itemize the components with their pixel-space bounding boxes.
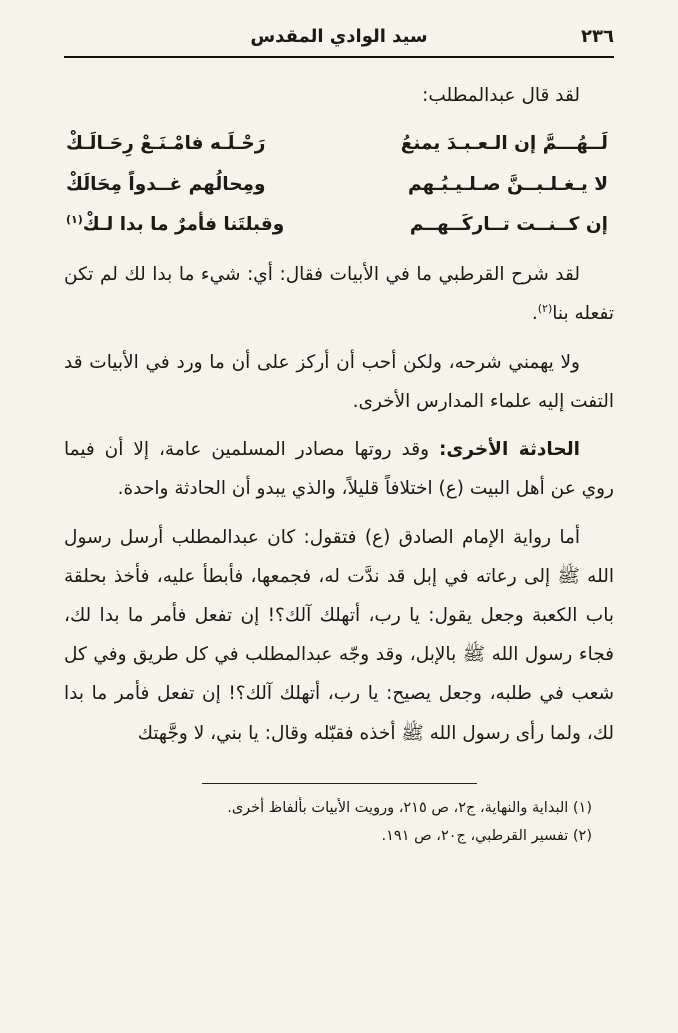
paragraph-lead: الحادثة الأخرى: [438,439,580,461]
paragraph-tail: . [531,303,538,325]
intro-line: لقد قال عبدالمطلب: [422,85,580,106]
poem-verse-2 [66,165,608,205]
footnote-marker-1: (١) [66,212,83,226]
footnotes-section [64,783,614,851]
footnote-marker-2: (٢) [537,302,553,316]
page-number: ٢٣٦ [581,26,614,47]
hemistich-left: رَحْـلَـه فامْـنَـعْ رِحَـالَـكْ [66,133,266,155]
hemistich-left: ومِحالُهم غــدواً مِحَالَكْ [66,173,266,195]
footnote-separator [202,783,477,784]
book-title: سيد الوادي المقدس [250,26,428,47]
body-text [64,76,614,753]
poem [66,124,608,245]
page-header [64,26,614,58]
paragraph-qurtubi [64,255,614,333]
paragraph-other-incident [64,430,614,508]
paragraph-text: لقد شرح القرطبي ما في الأبيات فقال: أي: شيء ما بدا لك لم تكن تفعله بنا [64,264,614,325]
paragraph-sadiq-narration: أما رواية الإمام الصادق (ع) فتقول: كان عبدالمطلب أرسل رسول الله ﷺ إلى رعاته في إبل قد ندَّت له، فجمعها، فأبطأ عليه، فأخذ بحلقة باب الكعبة وجعل يقول: يا رب، أتهلك آلك؟! إن تفعل فأمر ما بدا لك، فجاء رسول الله ﷺ بالإبل، وقد وجّه عبدالمطلب في كل طريق وفي كل شعب في طلبه، وجعل يصيح: يا رب، أتهلك آلك؟! إن تفعل فأمر ما بدا لك، ولما رأى رسول الله ﷺ أخذه فقبّله وقال: يا بني، لا وجَّهتك [64,526,614,744]
hemistich-left [66,205,284,245]
paragraph-text: وقد روتها مصادر المسلمين عامة، إلا أن فيما روي عن أهل البيت (ع) اختلافاً قليلاً، والذي يبدو أن الحادثة واحدة. [64,439,614,500]
hemistich-right: لَــهُـــمَّ إن الـعـبـدَ يمنعُ [400,133,608,155]
hemistich-right: إن كــنــت تــاركَــهــم [409,213,608,235]
poem-verse-1 [66,124,608,164]
hemistich-right: لا يـغـلـبــنَّ صـلـيـبُـهم [408,173,608,195]
poem-verse-3 [66,205,608,245]
footnote-1: (١) البداية والنهاية، ج٢، ص ٢١٥، ورويت الأبيات بألفاظ أخرى. [227,799,592,816]
paragraph-comment: ولا يهمني شرحه، ولكن أحب أن أركز على أن ما ورد في الأبيات قد التفت إليه علماء المدارس الأخرى. [64,351,614,412]
footnote-2: (٢) تفسير القرطبي، ج٢٠، ص ١٩١. [381,828,592,845]
hemistich-text: وقبلتَنا فأمرٌ ما بدا لـكْ [82,213,285,235]
